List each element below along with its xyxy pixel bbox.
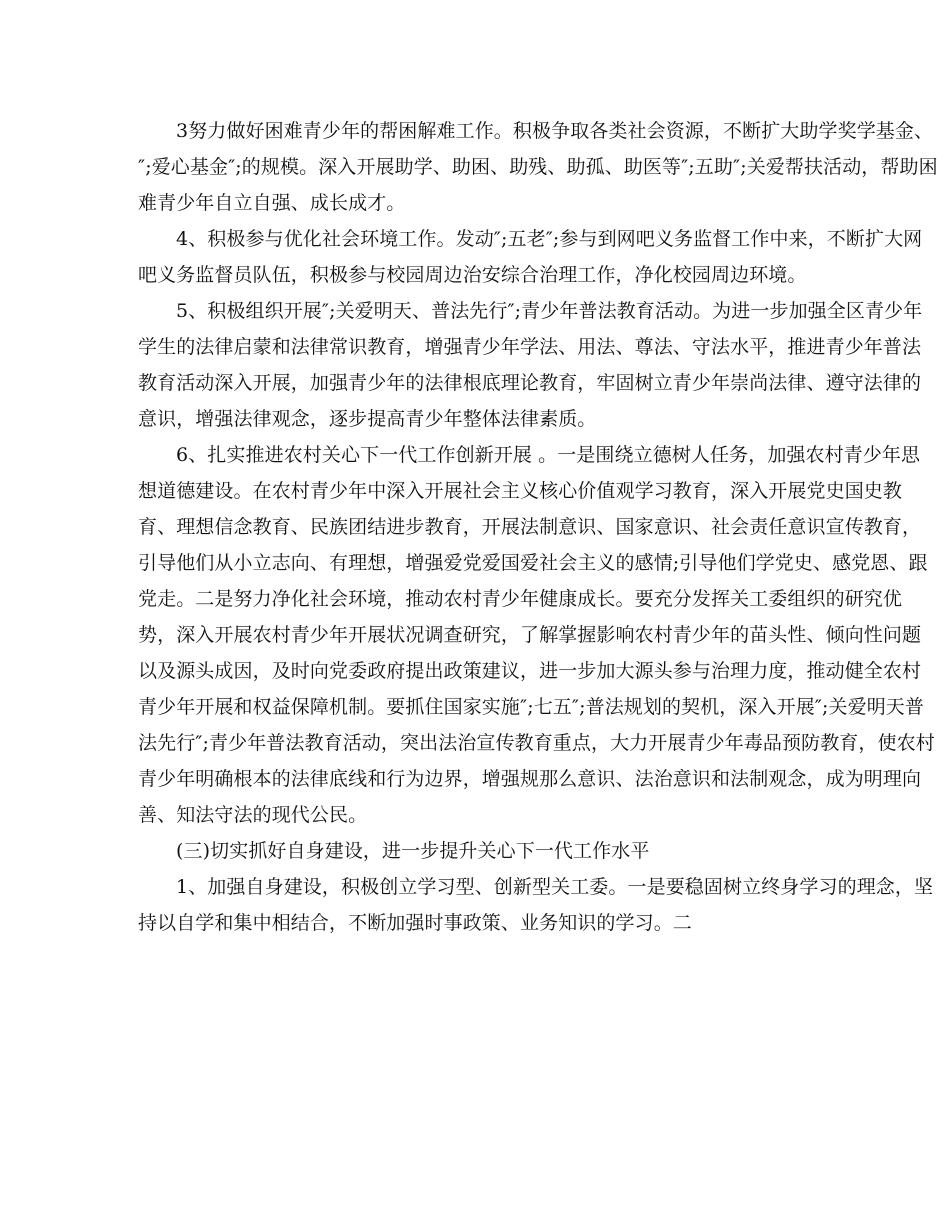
paragraph-6: 6、扎实推进农村关心下一代工作创新开展 。一是围绕立德树人任务，加强农村青少年思想道德建设。在农村青少年中深入开展社会主义核心价值观学习教育，深入开展党史国史教育、理想信念教育、民族团结进步教育，开展法制意识、国家意识、社会责任意识宣传教育，引导他们从小立志向、有理想，增强爱党爱国爱社会主义的感情;引导他们学党史、感党恩、跟党走。二是努力净化社会环境，推动农村青少年健康成长。要充分发挥关工委组织的研究优势，深入开展农村青少年开展状况调查研究，了解掌握影响农村青少年的苗头性、倾向性问题以及源头成因，及时向党委政府提出政策建议，进一步加大源头参与治理力度，推动健全农村青少年开展和权益保障机制。要抓住国家实施″;七五″;普法规划的契机，深入开展″;关爱明天普法先行″;青少年普法教育活动，突出法治宣传教育重点，大力开展青少年毒品预防教育，使农村青少年明确根本的法律底线和行为边界，增强规那么意识、法治意识和法制观念，成为明理向善、知法守法的现代公民。 bbox=[138, 444, 935, 826]
paragraph-5: 5、积极组织开展″;关爱明天、普法先行″;青少年普法教育活动。为进一步加强全区青少年学生的法律启蒙和法律常识教育，增强青少年学法、用法、尊法、守法水平，推进青少年普法教育活动深入开展，加强青少年的法律根底理论教育，牢固树立青少年崇尚法律、遵守法律的意识，增强法律观念，逐步提高青少年整体法律素质。 bbox=[138, 300, 923, 430]
paragraph-3: 3努力做好困难青少年的帮困解难工作。积极争取各类社会资源，不断扩大助学奖学基金、″;爱心基金″;的规模。深入开展助学、助困、助残、助孤、助医等″;五助″;关爱帮扶活动，帮助困难青少年自立自强、成长成才。 bbox=[138, 120, 938, 214]
section-heading: (三)切实抓好自身建设，进一步提升关心下一代工作水平 bbox=[176, 840, 650, 862]
document-body bbox=[138, 113, 938, 941]
paragraph-1-self-building: 1、加强自身建设，积极创立学习型、创新型关工委。一是要稳固树立终身学习的理念，坚持以自学和集中相结合，不断加强时事政策、业务知识的学习。二 bbox=[138, 876, 934, 934]
paragraph-4: 4、积极参与优化社会环境工作。发动″;五老″;参与到网吧义务监督工作中来，不断扩大网吧义务监督员队伍，积极参与校园周边治安综合治理工作，净化校园周边环境。 bbox=[138, 228, 923, 286]
